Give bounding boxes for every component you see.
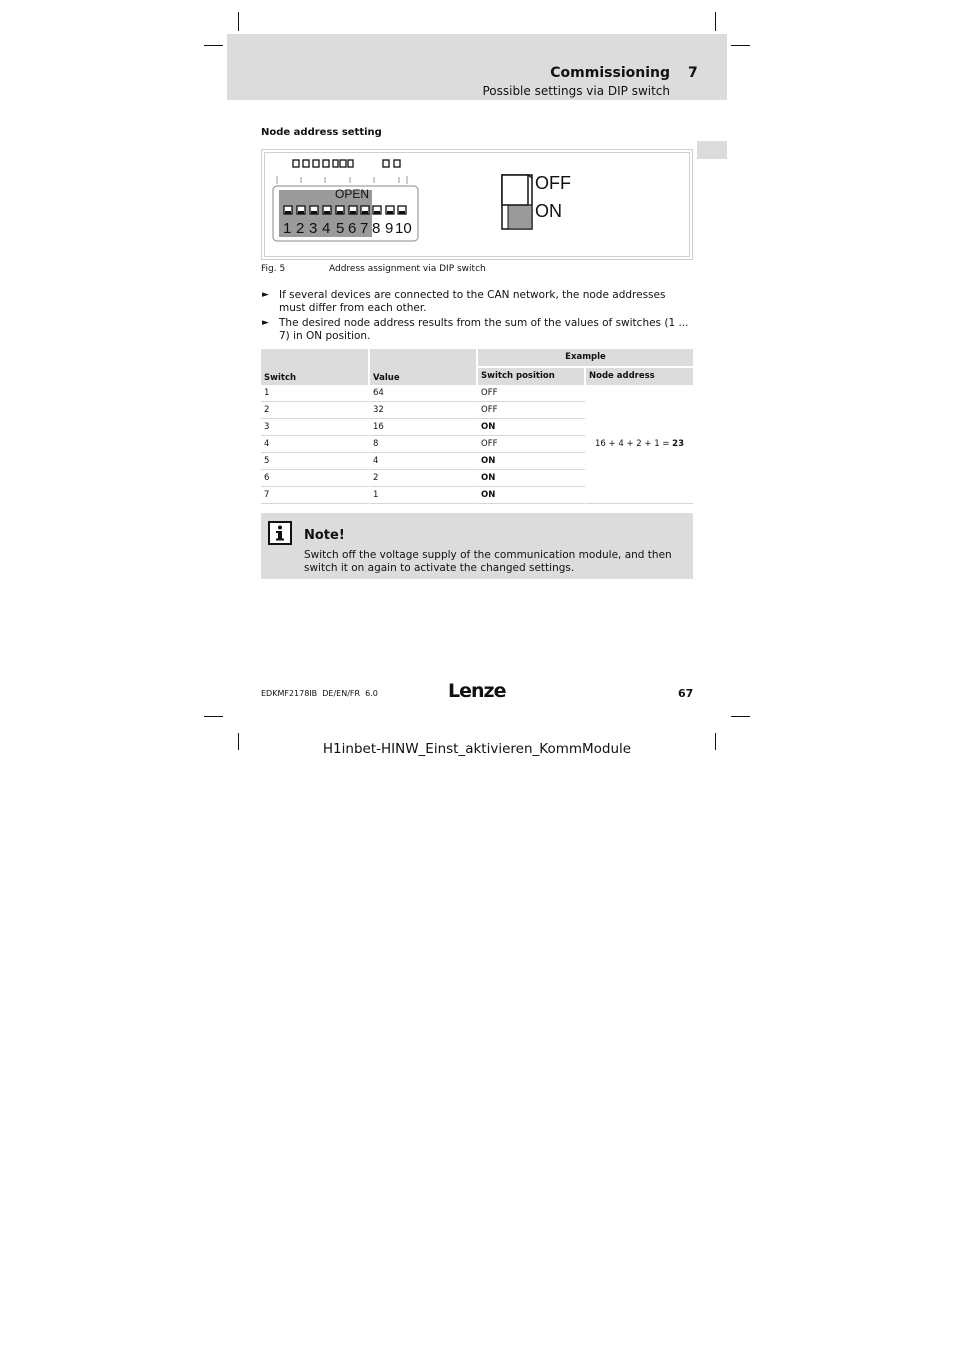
crop-mark xyxy=(204,716,223,717)
cell-switch: 1 xyxy=(261,385,370,402)
col-header-value xyxy=(370,349,478,385)
note-box xyxy=(261,513,693,579)
note-title: Note! xyxy=(304,528,345,543)
col-header-switch xyxy=(261,349,370,385)
chapter-number: 7 xyxy=(688,65,698,81)
switch-number: 7 xyxy=(360,220,369,237)
bullet-text: If several devices are connected to the CAN network, the node addresses must differ from each other. xyxy=(279,289,666,314)
bottom-file-label: H1inbet-HINW_Einst_aktivieren_KommModule xyxy=(322,741,632,757)
switch-value-table xyxy=(261,349,693,504)
col-header-value-text: Value xyxy=(373,373,400,383)
cell-switch: 4 xyxy=(261,436,370,453)
dip-switch-diagram xyxy=(262,150,692,259)
lenze-logo: Lenze xyxy=(448,680,506,702)
figure-caption-number: Fig. 5 xyxy=(261,264,286,274)
cell-switch: 2 xyxy=(261,402,370,419)
page-number: 67 xyxy=(678,687,694,700)
info-icon xyxy=(268,521,292,545)
cell-node-address xyxy=(586,385,693,504)
note-text: Switch off the voltage supply of the communication module, and then switch it on again to activate the changed settings. xyxy=(304,549,672,574)
bullet-arrow-icon: ► xyxy=(262,290,269,300)
switch-number: 1 xyxy=(283,220,292,237)
cell-switch: 5 xyxy=(261,453,370,470)
bullet-arrow-icon: ► xyxy=(262,318,269,328)
cell-value: 1 xyxy=(370,487,478,504)
switch-number: 8 xyxy=(372,220,381,237)
switch-number: 2 xyxy=(296,220,305,237)
on-label: ON xyxy=(535,201,562,221)
switch-number: 6 xyxy=(348,220,357,237)
chapter-subtitle: Possible settings via DIP switch xyxy=(482,84,670,98)
switch-number: 4 xyxy=(322,220,331,237)
cell-position: ON xyxy=(478,487,586,504)
cell-position: ON xyxy=(478,470,586,487)
address-formula: 16 + 4 + 2 + 1 = xyxy=(595,439,673,449)
crop-mark xyxy=(731,45,750,46)
address-result: 23 xyxy=(672,439,684,449)
col-header-position: Switch position xyxy=(478,368,586,386)
footer-doc-id: EDKMF2178IB DE/EN/FR 6.0 xyxy=(261,689,378,698)
chapter-side-tab xyxy=(697,141,727,159)
cell-switch: 6 xyxy=(261,470,370,487)
figure-caption-text: Address assignment via DIP switch xyxy=(329,264,486,274)
table-row xyxy=(261,385,693,402)
switch-number: 9 xyxy=(385,220,394,237)
cell-value: 8 xyxy=(370,436,478,453)
cell-position: ON xyxy=(478,419,586,436)
crop-mark xyxy=(204,45,223,46)
bullet-text: The desired node address results from the sum of the values of switches (1 ... 7) in ON position. xyxy=(279,317,689,342)
section-heading: Node address setting xyxy=(261,127,382,138)
chapter-title: Commissioning xyxy=(550,65,670,81)
cell-value: 4 xyxy=(370,453,478,470)
cell-value: 16 xyxy=(370,419,478,436)
cell-switch: 7 xyxy=(261,487,370,504)
switch-number: 5 xyxy=(336,220,345,237)
col-header-example: Example xyxy=(478,349,693,368)
col-header-address: Node address xyxy=(586,368,693,386)
cell-value: 2 xyxy=(370,470,478,487)
crop-mark xyxy=(731,716,750,717)
crop-mark xyxy=(238,12,239,31)
dip-switch-figure xyxy=(261,149,693,260)
open-label: OPEN xyxy=(335,187,370,201)
cell-position: OFF xyxy=(478,385,586,402)
switch-number: 10 xyxy=(395,220,412,237)
cell-value: 32 xyxy=(370,402,478,419)
cell-position: ON xyxy=(478,453,586,470)
off-label: OFF xyxy=(535,173,571,193)
cell-position: OFF xyxy=(478,436,586,453)
col-header-switch-text: Switch xyxy=(264,373,297,383)
cell-position: OFF xyxy=(478,402,586,419)
cell-switch: 3 xyxy=(261,419,370,436)
crop-mark xyxy=(715,12,716,31)
switch-number: 3 xyxy=(309,220,318,237)
toggle-switch-icon xyxy=(502,175,532,229)
cell-value: 64 xyxy=(370,385,478,402)
